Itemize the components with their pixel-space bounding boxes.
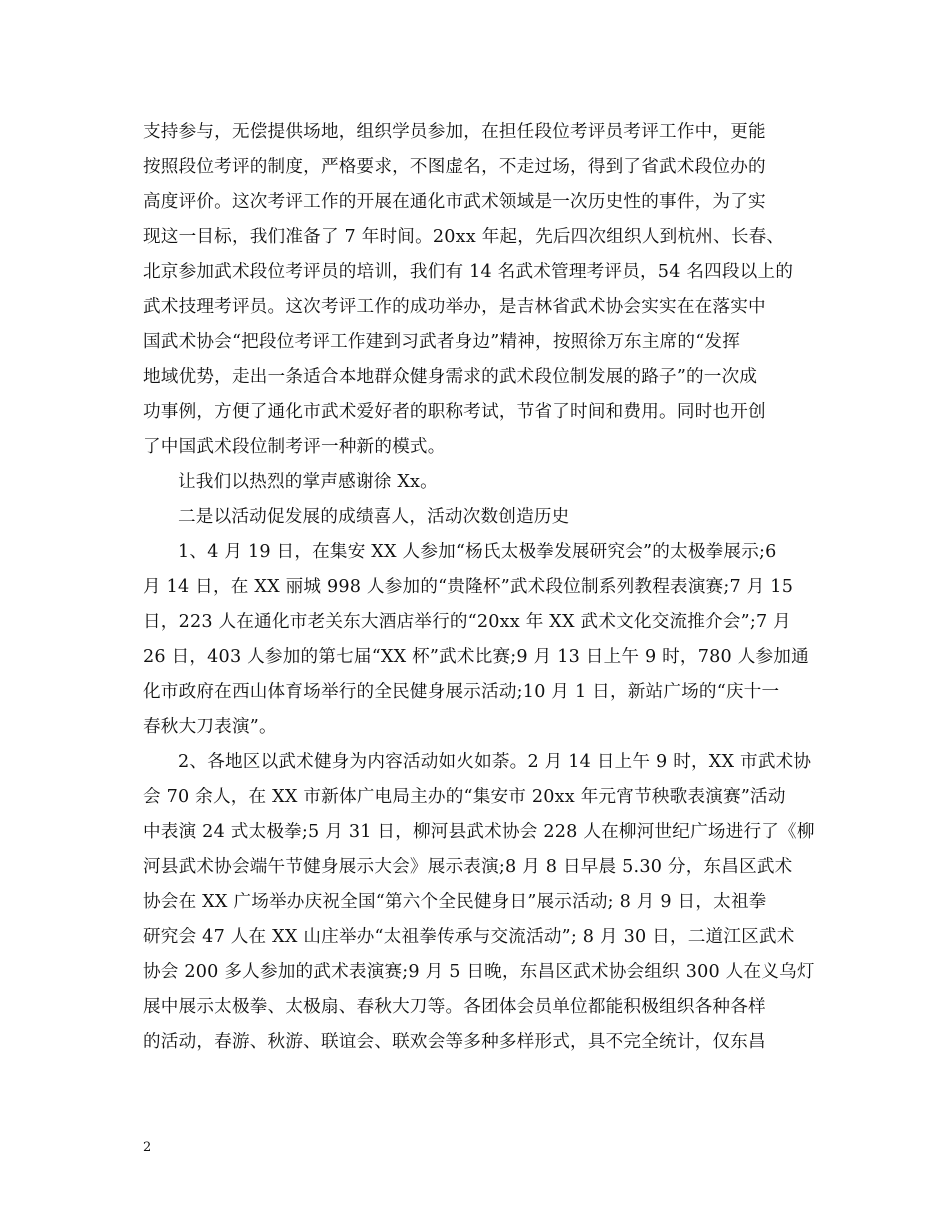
text-line: 会 70 余人，在 XX 市新体广电局主办的“集安市 20xx 年元宵节秧歌表演赛”活动 bbox=[143, 787, 786, 807]
text-line: 河县武术协会端午节健身展示大会》展示表演;8 月 8 日早晨 5.30 分，东昌区武术 bbox=[143, 857, 793, 877]
text-line: 让我们以热烈的掌声感谢徐 Xx。 bbox=[178, 472, 438, 492]
text-line: 高度评价。这次考评工作的开展在通化市武术领域是一次历史性的事件，为了实 bbox=[143, 192, 766, 212]
page-number: 2 bbox=[143, 1140, 152, 1155]
text-line: 春秋大刀表演”。 bbox=[143, 717, 277, 737]
text-line: 1、4 月 19 日，在集安 XX 人参加“杨氏太极拳发展研究会”的太极拳展示;6 bbox=[178, 542, 777, 562]
text-line: 26 日，403 人参加的第七届“XX 杯”武术比赛;9 月 13 日上午 9 时，780 人参加通 bbox=[143, 647, 809, 667]
text-line: 月 14 日，在 XX 丽城 998 人参加的“贵隆杯”武术段位制系列教程表演赛;7 月 15 bbox=[143, 577, 794, 597]
text-line: 的活动，春游、秋游、联谊会、联欢会等多种多样形式，具不完全统计，仅东昌 bbox=[143, 1032, 766, 1052]
text-line: 按照段位考评的制度，严格要求，不图虚名，不走过场，得到了省武术段位办的 bbox=[143, 157, 766, 177]
text-line: 地域优势，走出一条适合本地群众健身需求的武术段位制发展的路子”的一次成 bbox=[143, 367, 758, 387]
text-line: 协会 200 多人参加的武术表演赛;9 月 5 日晚，东昌区武术协会组织 300 人在义乌灯 bbox=[143, 962, 815, 982]
text-line: 武术技理考评员。这次考评工作的成功举办，是吉林省武术协会实实在在落实中 bbox=[143, 297, 766, 317]
text-line: 日，223 人在通化市老关东大酒店举行的“20xx 年 XX 武术文化交流推介会”;7 月 bbox=[143, 612, 791, 632]
text-line: 功事例，方便了通化市武术爱好者的职称考试，节省了时间和费用。同时也开创 bbox=[143, 402, 766, 422]
text-line: 了中国武术段位制考评一种新的模式。 bbox=[143, 437, 446, 457]
text-line: 支持参与，无偿提供场地，组织学员参加，在担任段位考评员考评工作中，更能 bbox=[143, 122, 766, 142]
text-line: 协会在 XX 广场举办庆祝全国“第六个全民健身日”展示活动; 8 月 9 日，太祖拳 bbox=[143, 892, 767, 912]
text-line: 2、各地区以武术健身为内容活动如火如荼。2 月 14 日上午 9 时，XX 市武术协 bbox=[178, 752, 812, 772]
text-line: 展中展示太极拳、太极扇、春秋大刀等。各团体会员单位都能积极组织各种各样 bbox=[143, 997, 766, 1017]
text-line: 国武术协会“把段位考评工作建到习武者身边”精神，按照徐万东主席的“发挥 bbox=[143, 332, 740, 352]
text-line: 现这一目标，我们准备了 7 年时间。20xx 年起，先后四次组织人到杭州、长春、 bbox=[143, 227, 785, 247]
text-line: 研究会 47 人在 XX 山庄举办“太祖拳传承与交流活动”; 8 月 30 日，二道江区武术 bbox=[143, 927, 795, 947]
text-line: 北京参加武术段位考评员的培训，我们有 14 名武术管理考评员，54 名四段以上的 bbox=[143, 262, 794, 282]
text-line: 化市政府在西山体育场举行的全民健身展示活动;10 月 1 日，新站广场的“庆十一 bbox=[143, 682, 780, 702]
text-line: 中表演 24 式太极拳;5 月 31 日，柳河县武术协会 228 人在柳河世纪广场进行了《柳 bbox=[143, 822, 815, 842]
section-heading: 二是以活动促发展的成绩喜人，活动次数创造历史 bbox=[178, 507, 570, 527]
